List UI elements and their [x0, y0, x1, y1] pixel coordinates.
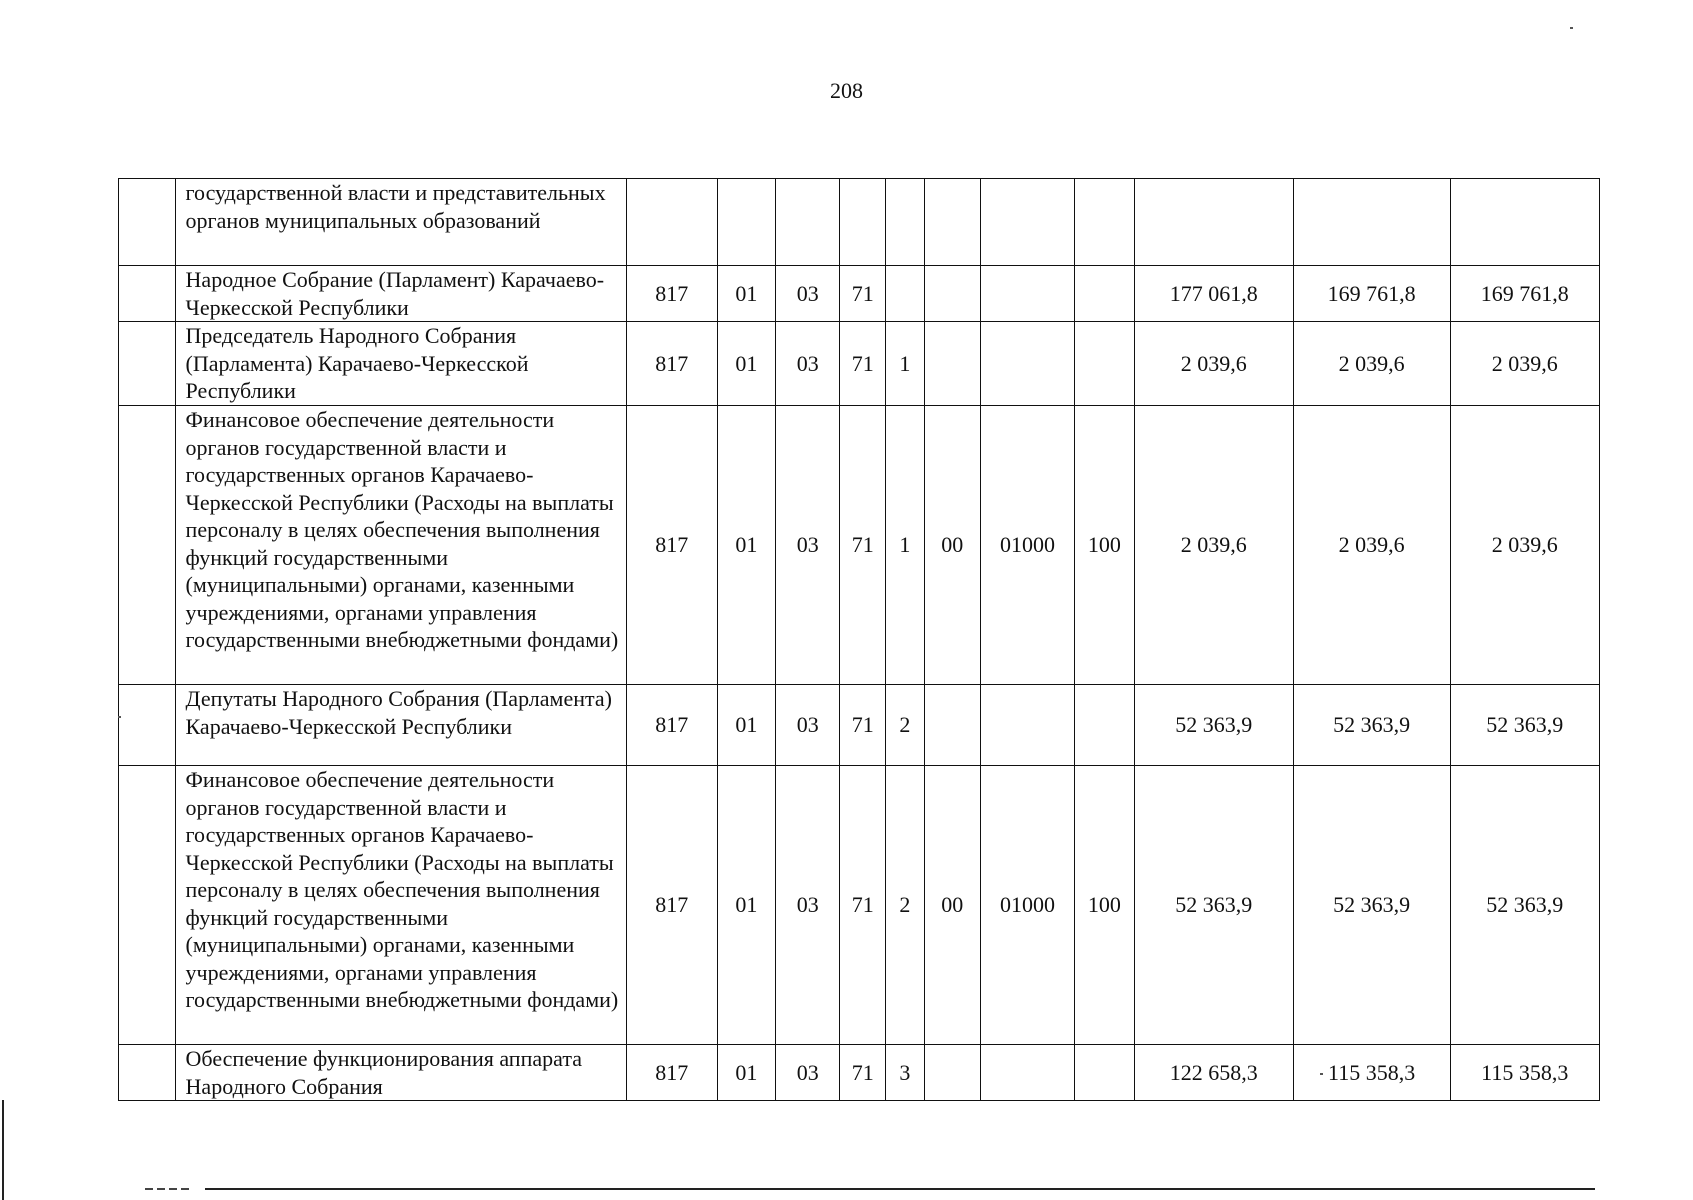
cell-program-code: 71 — [840, 1045, 886, 1101]
cell-main-event-code — [924, 322, 981, 406]
cell-program-code: 71 — [840, 685, 886, 766]
cell-section-code: 01 — [717, 266, 776, 322]
cell-direction-code — [981, 179, 1075, 266]
cell-program-code: 71 — [840, 766, 886, 1045]
cell-ved-code: 817 — [626, 322, 717, 406]
cell-name: государственной власти и представительных органов муниципальных образований — [175, 179, 626, 266]
cell-amount-year-1: 52 363,9 — [1134, 685, 1293, 766]
cell-amount-year-2: 2 039,6 — [1293, 322, 1450, 406]
cell-section-code: 01 — [717, 406, 776, 685]
cell-expense-type-code — [1074, 322, 1134, 406]
cell-subprogram-code: 2 — [886, 685, 924, 766]
cell-main-event-code — [924, 266, 981, 322]
scan-speck — [1320, 1073, 1323, 1075]
cell-amount-year-1: 122 658,3 — [1134, 1045, 1293, 1101]
cell-main-event-code — [924, 1045, 981, 1101]
table-body — [119, 179, 1600, 1101]
cell-amount-year-1 — [1134, 179, 1293, 266]
scan-speck — [118, 716, 121, 718]
cell-subsection-code: 03 — [776, 766, 840, 1045]
cell-ved-code: 817 — [626, 266, 717, 322]
cell-index — [119, 322, 176, 406]
cell-amount-year-3: 52 363,9 — [1450, 685, 1599, 766]
cell-amount-year-3: 2 039,6 — [1450, 322, 1599, 406]
cell-main-event-code: 00 — [924, 766, 981, 1045]
cell-index — [119, 266, 176, 322]
cell-subsection-code: 03 — [776, 1045, 840, 1101]
cell-name: Обеспечение функционирования аппарата Народного Собрания — [175, 1045, 626, 1101]
cell-section-code: 01 — [717, 322, 776, 406]
cell-program-code: 71 — [840, 266, 886, 322]
cell-amount-year-3 — [1450, 179, 1599, 266]
cell-ved-code — [626, 179, 717, 266]
cell-amount-year-1: 2 039,6 — [1134, 406, 1293, 685]
footer-dash-line — [145, 1188, 190, 1190]
cell-subprogram-code: 1 — [886, 322, 924, 406]
cell-amount-year-2: 169 761,8 — [1293, 266, 1450, 322]
cell-section-code: 01 — [717, 685, 776, 766]
cell-program-code: 71 — [840, 322, 886, 406]
cell-ved-code: 817 — [626, 1045, 717, 1101]
cell-index — [119, 685, 176, 766]
cell-expense-type-code: 100 — [1074, 406, 1134, 685]
cell-ved-code: 817 — [626, 406, 717, 685]
cell-amount-year-1: 2 039,6 — [1134, 322, 1293, 406]
cell-amount-year-1: 52 363,9 — [1134, 766, 1293, 1045]
cell-subprogram-code — [886, 179, 924, 266]
cell-direction-code — [981, 1045, 1075, 1101]
cell-direction-code — [981, 322, 1075, 406]
cell-name: Депутаты Народного Собрания (Парламента) Карачаево-Черкесской Республики — [175, 685, 626, 766]
cell-expense-type-code — [1074, 1045, 1134, 1101]
cell-subsection-code: 03 — [776, 685, 840, 766]
cell-ved-code: 817 — [626, 685, 717, 766]
cell-name: Финансовое обеспечение деятельности органов государственной власти и государственных органов Карачаево-Черкесской Республики (Расходы на выплаты персоналу в целях обеспечения выполнения функций государственными (муниципальными) органами, казенными учреждениями, органами управления государственными внебюджетными фондами) — [175, 406, 626, 685]
cell-program-code — [840, 179, 886, 266]
cell-subprogram-code: 1 — [886, 406, 924, 685]
table-row — [119, 766, 1600, 1045]
cell-subprogram-code — [886, 266, 924, 322]
table-row — [119, 322, 1600, 406]
cell-subprogram-code: 2 — [886, 766, 924, 1045]
scan-margin-line — [2, 1100, 4, 1200]
cell-index — [119, 406, 176, 685]
cell-index — [119, 1045, 176, 1101]
cell-expense-type-code: 100 — [1074, 766, 1134, 1045]
cell-section-code — [717, 179, 776, 266]
cell-name: Финансовое обеспечение деятельности органов государственной власти и государственных органов Карачаево-Черкесской Республики (Расходы на выплаты персоналу в целях обеспечения выполнения функций государственными (муниципальными) органами, казенными учреждениями, органами управления государственными внебюджетными фондами) — [175, 766, 626, 1045]
budget-table — [118, 178, 1600, 1101]
cell-index — [119, 766, 176, 1045]
cell-subsection-code — [776, 179, 840, 266]
cell-subprogram-code: 3 — [886, 1045, 924, 1101]
cell-main-event-code: 00 — [924, 406, 981, 685]
cell-subsection-code: 03 — [776, 266, 840, 322]
cell-name: Народное Собрание (Парламент) Карачаево-Черкесской Республики — [175, 266, 626, 322]
cell-amount-year-1: 177 061,8 — [1134, 266, 1293, 322]
cell-amount-year-3: 52 363,9 — [1450, 766, 1599, 1045]
cell-subsection-code: 03 — [776, 322, 840, 406]
cell-index — [119, 179, 176, 266]
page-number: 208 — [830, 78, 863, 103]
cell-amount-year-3: 169 761,8 — [1450, 266, 1599, 322]
cell-main-event-code — [924, 179, 981, 266]
cell-direction-code: 01000 — [981, 406, 1075, 685]
table-row — [119, 1045, 1600, 1101]
footer-rule — [205, 1188, 1595, 1190]
cell-amount-year-2: 52 363,9 — [1293, 685, 1450, 766]
cell-direction-code: 01000 — [981, 766, 1075, 1045]
cell-direction-code — [981, 685, 1075, 766]
scan-speck — [1570, 27, 1573, 29]
cell-amount-year-2 — [1293, 179, 1450, 266]
cell-main-event-code — [924, 685, 981, 766]
cell-amount-year-3: 2 039,6 — [1450, 406, 1599, 685]
cell-amount-year-2: 52 363,9 — [1293, 766, 1450, 1045]
cell-amount-year-2: 115 358,3 — [1293, 1045, 1450, 1101]
cell-section-code: 01 — [717, 766, 776, 1045]
cell-expense-type-code — [1074, 685, 1134, 766]
cell-expense-type-code — [1074, 266, 1134, 322]
cell-amount-year-2: 2 039,6 — [1293, 406, 1450, 685]
cell-direction-code — [981, 266, 1075, 322]
cell-ved-code: 817 — [626, 766, 717, 1045]
table-row — [119, 406, 1600, 685]
table-row — [119, 266, 1600, 322]
cell-program-code: 71 — [840, 406, 886, 685]
table-row — [119, 685, 1600, 766]
cell-expense-type-code — [1074, 179, 1134, 266]
cell-amount-year-3: 115 358,3 — [1450, 1045, 1599, 1101]
cell-section-code: 01 — [717, 1045, 776, 1101]
table-row — [119, 179, 1600, 266]
cell-name: Председатель Народного Собрания (Парламента) Карачаево-Черкесской Республики — [175, 322, 626, 406]
cell-subsection-code: 03 — [776, 406, 840, 685]
